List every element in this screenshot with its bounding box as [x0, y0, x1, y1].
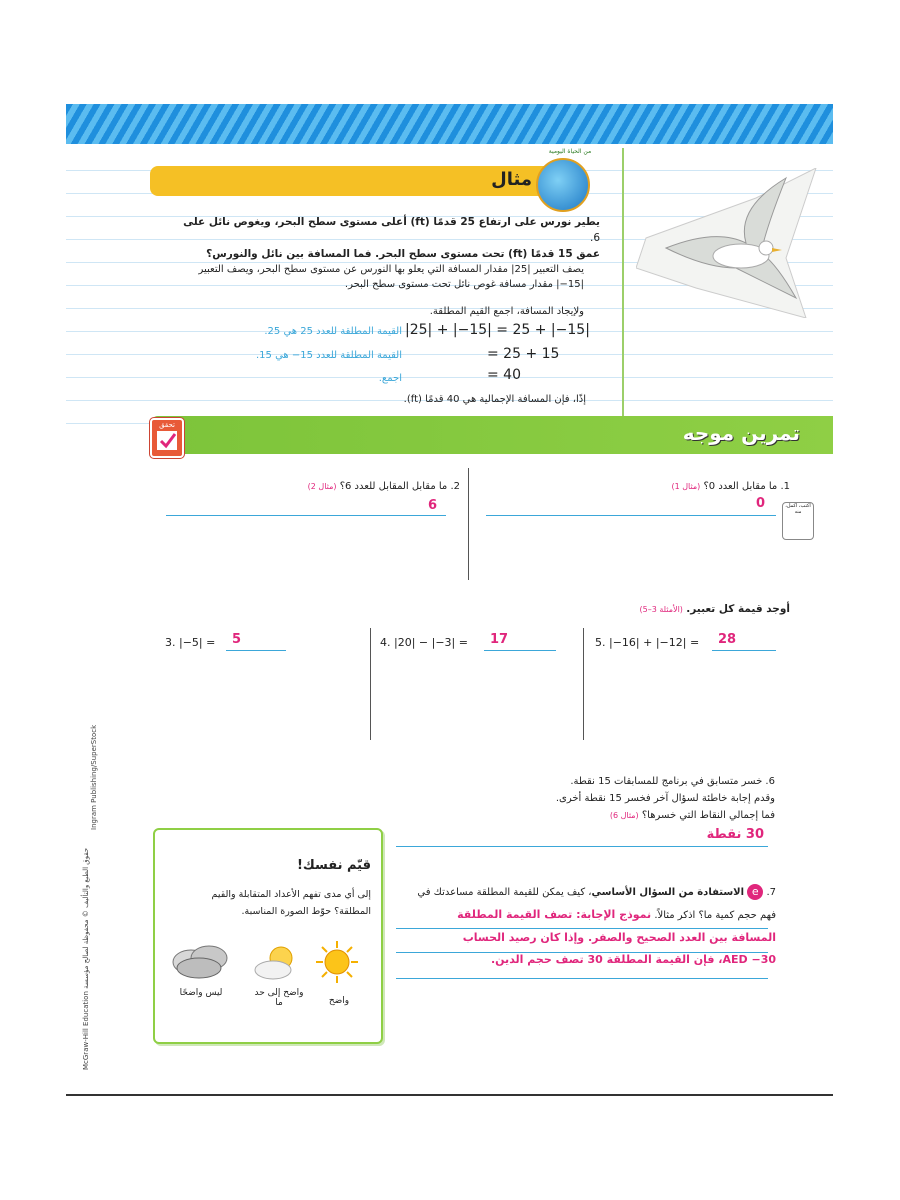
example-problem [180, 214, 600, 262]
photo-credit: Ingram Publishing/SuperStock [90, 724, 98, 830]
q7-lead: الاستفادة من السؤال الأساسي [591, 887, 745, 898]
q5-answer[interactable]: 28 [718, 632, 737, 647]
q7-answer-3[interactable]: 30− AED، فإن القيمة المطلقة 30 تصف حجم الدين. [490, 953, 776, 966]
essential-question-icon: e [747, 884, 763, 900]
q7-line-1: كيف يمكن للقيمة المطلقة مساعدتك في [417, 887, 586, 898]
partly-cloudy-icon[interactable] [251, 940, 301, 988]
check-label: تحقق [159, 421, 175, 429]
q7-line-2: فهم حجم كمية ما؟ اذكر مثالاً. [654, 910, 776, 921]
question-7: 7. e الاستفادة من السؤال الأساسي، كيف يمكن للقيمة المطلقة مساعدتك في فهم حجم كمية ما؟ اذكر مثالاً. نموذج الإجابة: تصف القيمة المطلقة المسافة بين العدد الصحيح والصفر. وإذا كان رصيد الحساب 30− AED، فإن القيمة المطلقة 30 تصف حجم الدين. [396, 882, 776, 971]
q4-text: 4. |20| − |−3| = [380, 636, 468, 649]
notebook-margin-line [622, 148, 624, 446]
explain-line-2: |15−| مقدار مسافة غوص نائل تحت مستوى سطح البحر. [344, 279, 584, 290]
q1-answer[interactable]: 0 [756, 496, 766, 511]
example-number: 6. [589, 232, 600, 244]
globe-caption: من الحياة اليومية [548, 148, 592, 155]
seagull-photo [636, 168, 822, 318]
footer-rule [66, 1094, 833, 1096]
example-title: مثال [491, 169, 532, 190]
self-check-line-2: المطلقة؟ حوّط الصورة المناسبة. [241, 906, 371, 917]
guided-title: تمرين موجه [682, 421, 800, 445]
q2-answer-line [166, 515, 446, 516]
check-icon [150, 418, 184, 458]
self-check-line-1: إلى أي مدى تفهم الأعداد المتقابلة والقيم [211, 889, 371, 900]
q7-answer-1[interactable]: نموذج الإجابة: تصف القيمة المطلقة [457, 908, 652, 921]
option-partial: واضح إلى حد ما [254, 988, 304, 1008]
q2-ref: (مثال 2) [307, 482, 337, 491]
self-check-title: قيّم نفسك! [296, 858, 371, 873]
option-unclear: ليس واضحًا [179, 988, 223, 998]
q7-answer-line [396, 952, 768, 953]
divider [370, 628, 371, 740]
side-copyright [82, 724, 98, 1070]
q2-text: 2. ما مقابل المقابل للعدد 6؟ [339, 481, 460, 492]
q6-answer[interactable]: 30 نقطة [706, 827, 764, 842]
q7-answer-line [396, 928, 768, 929]
top-banner [66, 104, 833, 144]
q5-text: 5. |−16| + |−12| = [595, 636, 700, 649]
conclusion: إذًا، فإن المسافة الإجمالية هي 40 قدمًا (ft). [403, 394, 586, 405]
copyright-text: McGraw-Hill Education حقوق الطبع والتأليف © محفوظة لصالح مؤسسة [82, 847, 90, 1070]
help-tag-icon [782, 502, 814, 540]
q1-ref: (مثال 1) [671, 482, 701, 491]
option-clear: واضح [328, 996, 350, 1006]
example-explanation [170, 262, 584, 292]
instruction-ref: (الأمثلة 3–5) [639, 605, 683, 614]
sun-icon[interactable] [315, 940, 359, 988]
step-3-math: = 40 [487, 367, 521, 383]
q7-answer-line [396, 978, 768, 979]
instruction-text: أوجد قيمة كل تعبير. [686, 603, 790, 615]
q4-answer-line [484, 650, 556, 651]
globe-icon [536, 158, 590, 212]
step-3-note: اجمع. [378, 373, 402, 384]
question-6 [420, 773, 775, 824]
explain-line-1: يصف التعبير |25| مقدار المسافة التي يعلو بها النورس عن مستوى سطح البحر، ويصف التعبير [198, 264, 584, 275]
q2-answer[interactable]: 6 [428, 498, 438, 513]
q1-answer-line [486, 515, 776, 516]
instruction [560, 603, 790, 615]
q3-answer[interactable]: 5 [232, 632, 242, 647]
step-2-math: = 25 + 15 [487, 346, 560, 362]
q1-text: 1. ما مقابل العدد 0؟ [703, 481, 790, 492]
q6-answer-line [396, 846, 768, 847]
q7-label: 7. [766, 887, 776, 898]
q7-answer-2[interactable]: المسافة بين العدد الصحيح والصفر. وإذا كان رصيد الحساب [462, 931, 776, 944]
question-2 [230, 481, 460, 492]
q6-line-2: وقدم إجابة خاطئة لسؤال آخر فخسر 15 نقطة أخرى. [555, 793, 775, 804]
step-2-note: القيمة المطلقة للعدد 15− هي 15. [255, 350, 402, 361]
q4-answer[interactable]: 17 [490, 632, 509, 647]
divider [583, 628, 584, 740]
q6-line-3: فما إجمالي النقاط التي خسرها؟ [641, 810, 775, 821]
question-1 [560, 481, 790, 492]
divider [468, 468, 469, 580]
q6-line-1: 6. خسر متسابق في برنامج للمسابقات 15 نقطة. [570, 776, 775, 787]
help-tag-text: اكتب، اكمل، منه [785, 503, 811, 515]
q6-ref: (مثال 6) [609, 811, 639, 820]
find-line: ولإيجاد المسافة، اجمع القيم المطلقة. [429, 306, 584, 317]
cloudy-icon[interactable] [169, 938, 231, 986]
q5-answer-line [712, 650, 776, 651]
q3-answer-line [226, 650, 286, 651]
self-check-box [153, 828, 383, 1044]
problem-line-2: عمق 15 قدمًا (ft) تحت مستوى سطح البحر. فما المسافة بين نائل والنورس؟ [206, 248, 600, 260]
step-1-note: القيمة المطلقة للعدد 25 هي 25. [264, 326, 402, 337]
step-1-math: |25| + |−15| = 25 + |−15| [405, 322, 590, 338]
problem-line-1: يطير نورس على ارتفاع 25 قدمًا (ft) أعلى مستوى سطح البحر، ويغوص نائل على [183, 216, 600, 228]
q3-text: 3. |−5| = [165, 636, 216, 649]
